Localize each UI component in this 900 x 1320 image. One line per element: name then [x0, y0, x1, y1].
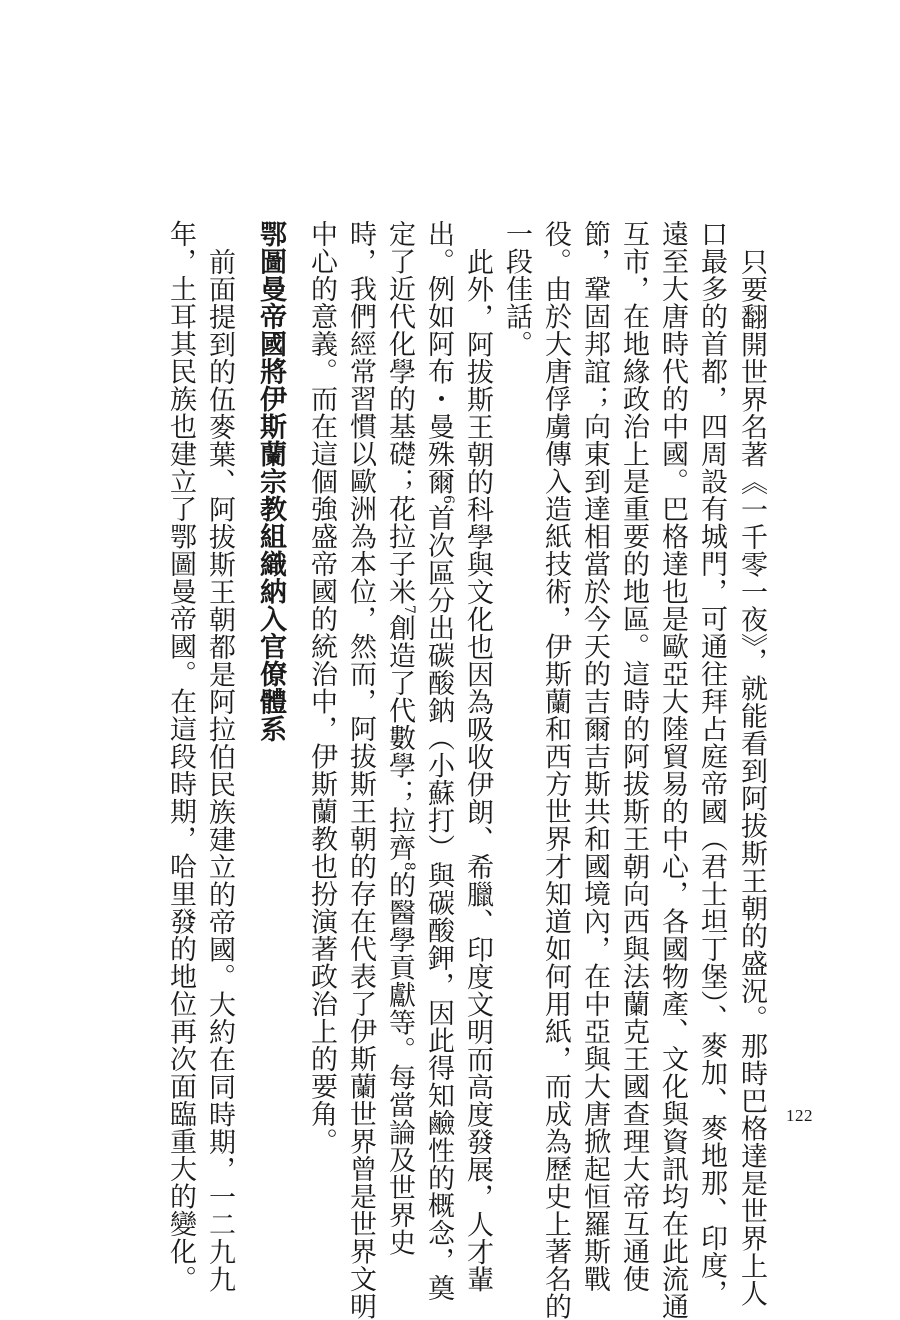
text-column-with-notes	[380, 220, 428, 1256]
page-number: 122	[786, 1106, 813, 1125]
footnote-marker[interactable]: 8	[401, 861, 417, 872]
footnote-marker[interactable]: 7	[401, 605, 417, 615]
section-heading: 鄂圖曼帝國將伊斯蘭宗教組織納入官僚體系	[255, 220, 286, 743]
text-column: 中心的意義。而在這個強盛帝國的統治中，伊斯蘭教也扮演著政治上的要角。	[306, 220, 337, 1155]
text-segment: 定了近代化學的基礎；花拉子米	[384, 220, 415, 605]
text-column: 一段佳話。	[501, 220, 532, 358]
text-column: 遠至大唐時代的中國。巴格達也是歐亞大陸貿易的中心，各國物產、文化與資訊均在此流通	[657, 220, 688, 1320]
text-column: 只要翻開世界名著《一千零一夜》，就能看到阿拔斯王朝的盛況。那時巴格達是世界上人	[736, 248, 767, 1307]
text-column: 互市，在地緣政治上是重要的地區。這時的阿拔斯王朝向西與法蘭克王國查理大帝互通使	[618, 220, 649, 1293]
text-column: 時，我們經常習慣以歐洲為本位，然而，阿拔斯王朝的存在代表了伊斯蘭世界曾是世界文明	[345, 220, 376, 1320]
text-segment: 出。例如阿布・曼殊爾	[423, 220, 454, 495]
text-segment: 創造了代數學；拉齊	[384, 614, 415, 862]
text-column: 口最多的首都，四周設有城門，可通往拜占庭帝國（君士坦丁堡）、麥加、麥地那、印度，	[696, 220, 727, 1307]
text-column: 節，鞏固邦誼；向東到達相當於今天的吉爾吉斯共和國境內，在中亞與大唐掀起恒羅斯戰	[579, 220, 610, 1293]
text-segment: 的醫學貢獻等。每當論及世界史	[384, 871, 415, 1257]
text-column: 此外，阿拔斯王朝的科學與文化也因為吸收伊朗、希臘、印度文明而高度發展，人才輩	[462, 248, 493, 1293]
text-column: 年，土耳其民族也建立了鄂圖曼帝國。在這段時期，哈里發的地位再次面臨重大的變化。	[165, 220, 196, 1293]
text-segment: 首次區分出碳酸鈉（小蘇打）與碳酸鉀，因此得知鹼性的概念，奠	[423, 504, 454, 1302]
text-column: 役。由於大唐俘虜傳入造紙技術，伊斯蘭和西方世界才知道如何用紙，而成為歷史上著名的	[540, 220, 571, 1320]
text-column: 前面提到的伍麥葉、阿拔斯王朝都是阿拉伯民族建立的帝國。大約在同時期，一二九九	[204, 248, 235, 1293]
footnote-marker[interactable]: 6	[440, 495, 456, 505]
